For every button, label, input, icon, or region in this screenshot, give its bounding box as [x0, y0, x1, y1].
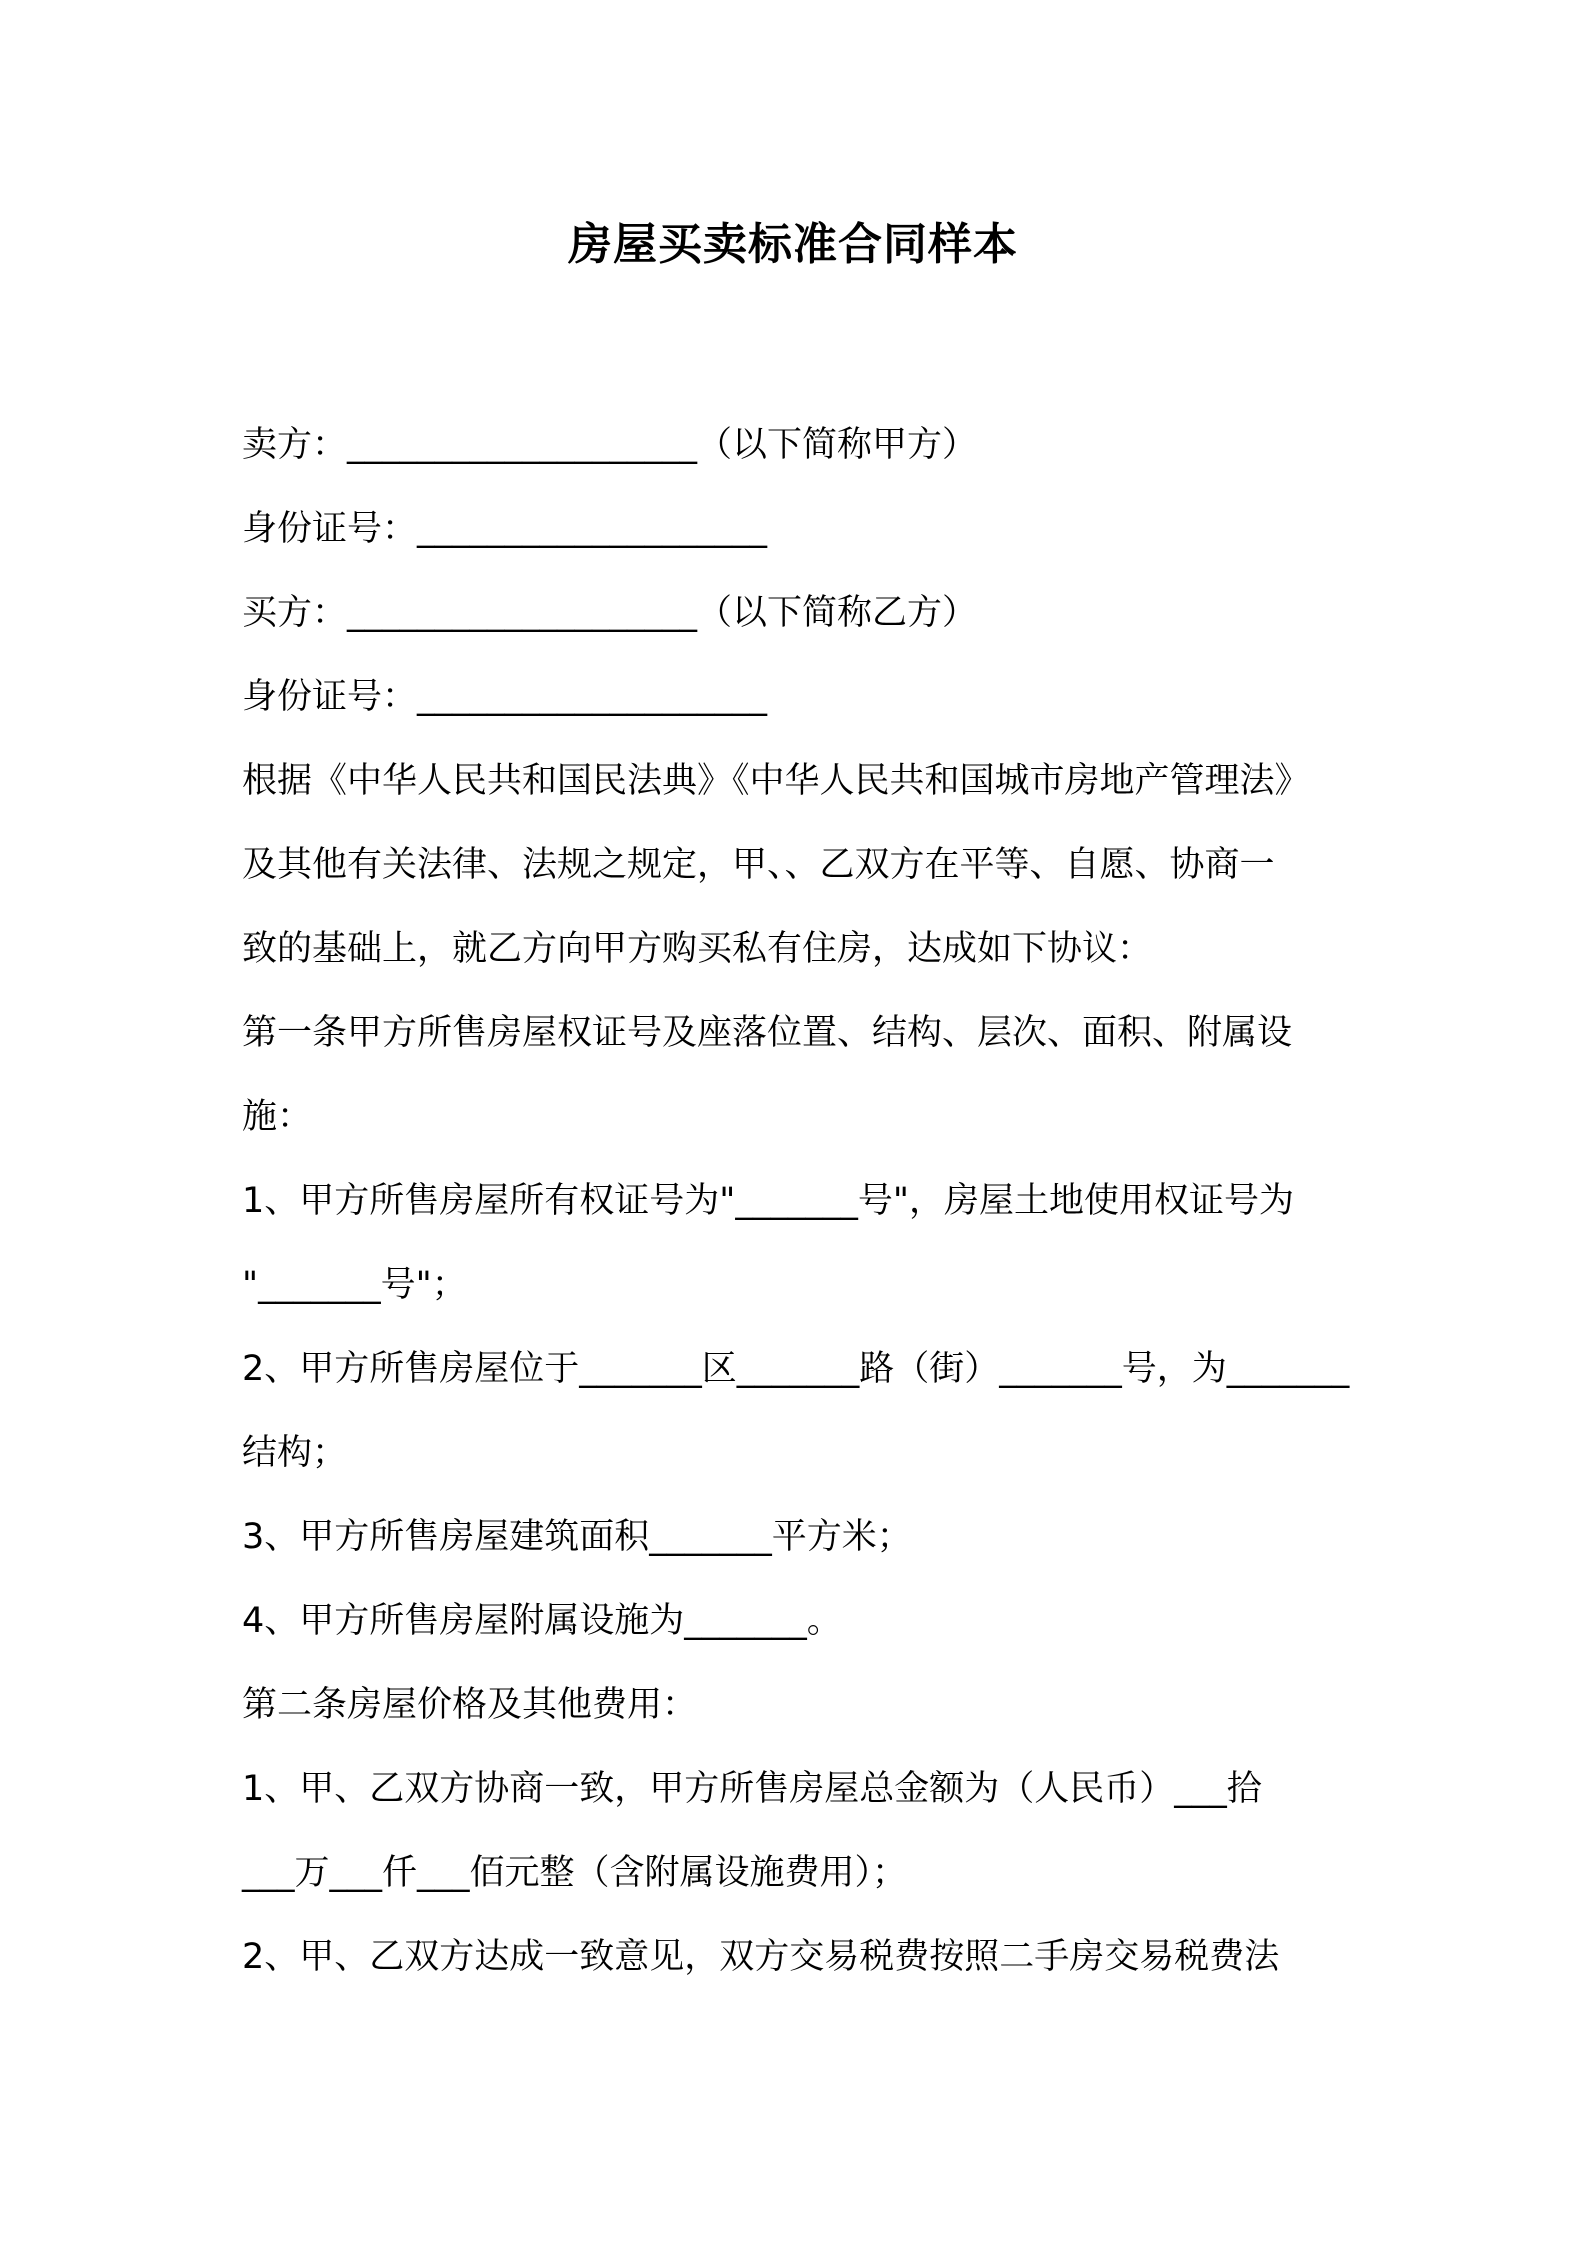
contract-body: [242, 403, 1362, 1999]
document-title: 房屋买卖标准合同样本: [568, 219, 1018, 270]
clause-1-4: 4、甲方所售房屋附属设施为_______。: [242, 1601, 842, 1641]
buyer-id-line: 身份证号：____________________: [242, 677, 768, 717]
clause-2-1-line-1: 1、甲、乙双方协商一致，甲方所售房屋总金额为（人民币）___拾: [242, 1769, 1262, 1809]
clause-1-2-line-2: 结构；: [242, 1433, 348, 1473]
legal-basis-line-2: 及其他有关法律、法规之规定，甲、、乙双方在平等、自愿、协商一: [242, 845, 1275, 885]
buyer-line: 买方：____________________（以下简称乙方）: [242, 593, 978, 633]
clause-1-3: 3、甲方所售房屋建筑面积_______平方米；: [242, 1517, 912, 1557]
legal-basis-line-1: 根据《中华人民共和国民法典》《中华人民共和国城市房地产管理法》: [242, 761, 1310, 801]
clause-2-2-line-1: 2、甲、乙双方达成一致意见，双方交易税费按照二手房交易税费法: [242, 1937, 1280, 1977]
article-one-heading-line-1: 第一条甲方所售房屋权证号及座落位置、结构、层次、面积、附属设: [242, 1013, 1293, 1053]
clause-2-1-line-2: ___万___仟___佰元整（含附属设施费用）；: [242, 1853, 908, 1893]
article-one-heading-line-2: 施：: [242, 1097, 313, 1137]
clause-1-2-line-1: 2、甲方所售房屋位于_______区_______路（街）_______号，为_______: [242, 1349, 1350, 1389]
clause-1-1-line-1: 1、甲方所售房屋所有权证号为"_______号"，房屋土地使用权证号为: [242, 1181, 1294, 1221]
legal-basis-line-3: 致的基础上，就乙方向甲方购买私有住房，达成如下协议：: [242, 929, 1153, 969]
clause-1-1-line-2: "_______号"；: [242, 1265, 467, 1305]
seller-line: 卖方：____________________（以下简称甲方）: [242, 425, 978, 465]
seller-id-line: 身份证号：____________________: [242, 509, 768, 549]
article-two-heading: 第二条房屋价格及其他费用：: [242, 1685, 698, 1725]
